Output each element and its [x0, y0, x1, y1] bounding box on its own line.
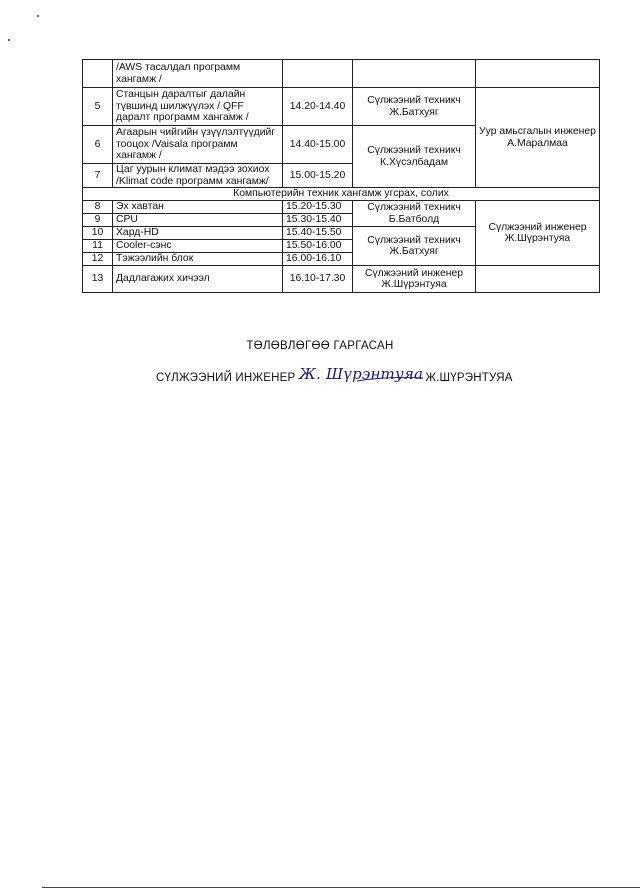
table-row [83, 201, 600, 214]
task-cell: Дадлагажих хичээл [113, 266, 283, 293]
supervisor-cell: Сүлжээний инженер Ж.Шүрэнтуяа [476, 201, 600, 266]
task-cell: Цаг уурын климат мэдээ зохиох /Klimat code программ хангамж/ [113, 164, 283, 188]
section-title: Компьютерийн техник хангамж угсрах, солих [83, 188, 600, 201]
scan-speck [8, 39, 10, 41]
task-cell: Эх хавтан [113, 201, 283, 214]
table-row [83, 88, 600, 126]
task-cell: CPU [113, 214, 283, 227]
plan-prepared-heading: ТӨЛӨВЛӨГӨӨ ГАРГАСАН [246, 340, 394, 352]
table-row [83, 266, 600, 293]
signer-role: СҮЛЖЭЭНИЙ ИНЖЕНЕР [156, 372, 296, 384]
supervisor-cell [476, 60, 600, 88]
responsible-cell [353, 60, 476, 88]
time-cell: 16.00-16.10 [283, 253, 353, 266]
responsible-cell: Сүлжээний техникч Б.Батболд [353, 201, 476, 227]
row-number [83, 60, 113, 88]
row-number: 8 [83, 201, 113, 214]
row-number: 12 [83, 253, 113, 266]
row-number: 6 [83, 126, 113, 164]
time-cell: 15.20-15.30 [283, 201, 353, 214]
task-cell: Тэжээлийн блок [113, 253, 283, 266]
time-cell [283, 60, 353, 88]
time-cell: 15.50-16.00 [283, 240, 353, 253]
task-cell: /AWS тасалдал программ хангамж / [113, 60, 283, 88]
scan-edge-line [42, 887, 640, 888]
time-cell: 15.30-15.40 [283, 214, 353, 227]
responsible-cell: Сүлжээний техникч К.Хүсэлбадам [353, 126, 476, 188]
responsible-cell: Сүлжээний техникч Ж.Батхуяг [353, 227, 476, 266]
row-number: 10 [83, 227, 113, 240]
time-cell: 15.00-15.20 [283, 164, 353, 188]
row-number: 13 [83, 266, 113, 293]
handwritten-signature [297, 362, 425, 384]
task-cell: Станцын даралтыг далайн түвшинд шилжүүлэх / QFF даралт программ хангамж / [113, 88, 283, 126]
section-row [83, 188, 600, 201]
supervisor-cell [476, 266, 600, 293]
responsible-cell: Сүлжээний техникч Ж.Батхуяг [353, 88, 476, 126]
row-number: 9 [83, 214, 113, 227]
schedule-table [82, 59, 600, 293]
responsible-cell: Сүлжээний инженер Ж.Шүрэнтуяа [353, 266, 476, 293]
signature-text: Ж. Шүрэнтуяа [299, 365, 424, 383]
row-number: 11 [83, 240, 113, 253]
task-cell: Хард-HD [113, 227, 283, 240]
supervisor-cell: Уур амьсгалын инженер А.Маралмаа [476, 88, 600, 188]
time-cell: 16.10-17.30 [283, 266, 353, 293]
task-cell: Cooler-сэнс [113, 240, 283, 253]
row-number: 5 [83, 88, 113, 126]
table-row [83, 60, 600, 88]
signer-name: Ж.ШҮРЭНТУЯА [425, 372, 513, 384]
task-cell: Агаарын чийгийн үзүүлэлтүүдийг тооцох /Vaisala программ хангамж / [113, 126, 283, 164]
row-number: 7 [83, 164, 113, 188]
scan-speck [37, 15, 39, 17]
time-cell: 14.20-14.40 [283, 88, 353, 126]
time-cell: 15.40-15.50 [283, 227, 353, 240]
signature-line [156, 362, 513, 384]
time-cell: 14.40-15.00 [283, 126, 353, 164]
